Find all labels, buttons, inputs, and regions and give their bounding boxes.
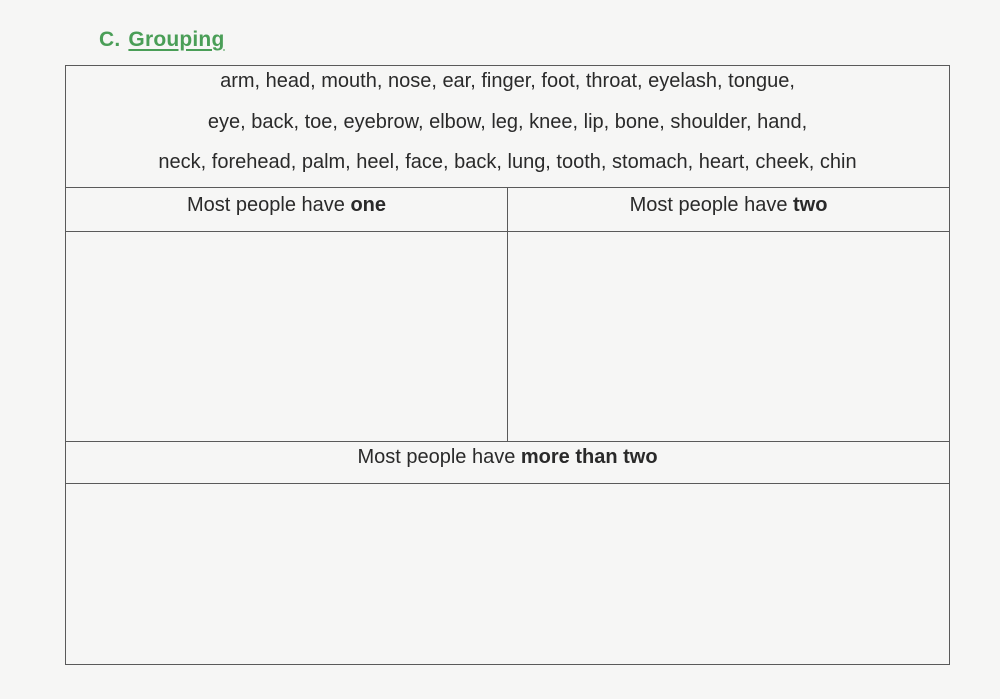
word-bank-line-2: eye, back, toe, eyebrow, elbow, leg, knee, lip, bone, shoulder, hand, xyxy=(207,111,808,133)
header-one-prefix: Most people have xyxy=(187,194,351,216)
word-bank xyxy=(66,66,949,188)
answer-box-more-than-two[interactable] xyxy=(66,484,949,663)
answer-box-two[interactable] xyxy=(508,232,949,442)
section-letter: C. xyxy=(99,28,121,51)
header-more-than-two xyxy=(66,442,949,484)
header-two xyxy=(508,188,949,232)
section-heading xyxy=(99,28,225,52)
header-one-emphasis: one xyxy=(350,194,386,216)
section-title: Grouping xyxy=(128,28,225,51)
header-more-prefix: Most people have xyxy=(357,446,521,468)
word-bank-line-3: neck, forehead, palm, heel, face, back, lung, tooth, stomach, heart, cheek, chin xyxy=(158,151,857,173)
header-two-emphasis: two xyxy=(793,194,828,216)
header-more-emphasis: more than two xyxy=(520,446,658,468)
grouping-table xyxy=(65,65,950,665)
header-two-prefix: Most people have xyxy=(629,194,793,216)
word-bank-line-1: arm, head, mouth, nose, ear, finger, foot, throat, eyelash, tongue, xyxy=(220,70,795,92)
answer-box-one[interactable] xyxy=(66,232,508,442)
header-one xyxy=(66,188,508,232)
